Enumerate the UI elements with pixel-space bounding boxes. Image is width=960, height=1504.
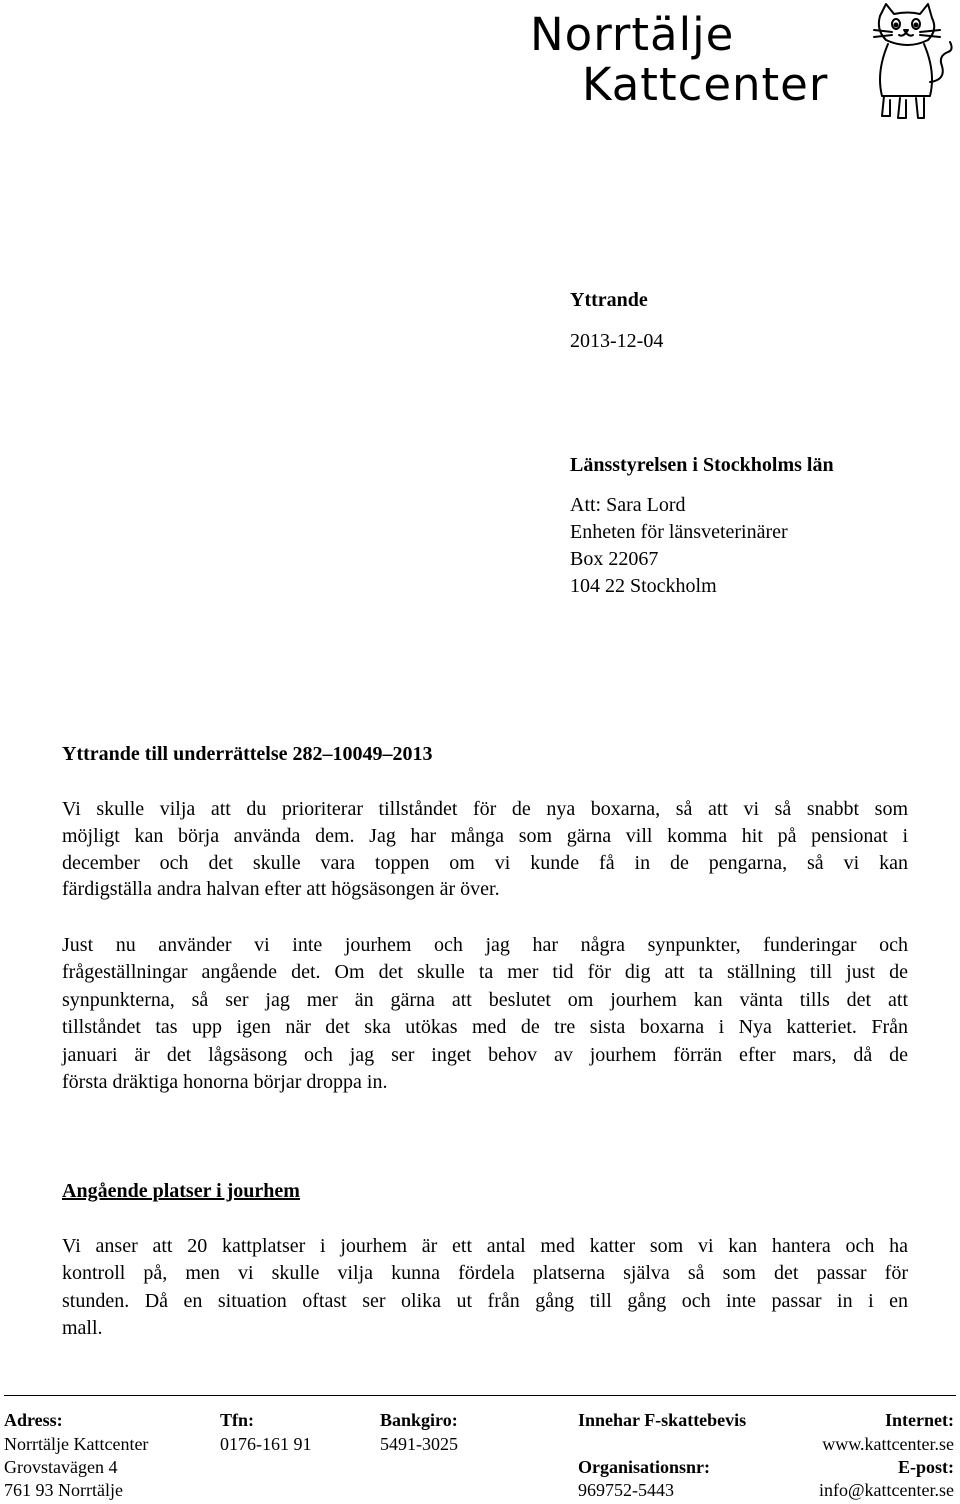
section1-title: Yttrande till underrättelse 282–10049–2013: [62, 743, 433, 765]
logo-line2: Kattcenter: [582, 58, 829, 111]
footer-divider: [4, 1395, 956, 1396]
recipient-name: Länsstyrelsen i Stockholms län: [570, 454, 834, 476]
document-type: Yttrande: [570, 289, 648, 311]
text-line: januari är det lågsäsong och jag ser inget behov av jourhem förrän efter mars, då de: [62, 1043, 908, 1066]
section1-paragraph2: [62, 932, 908, 1096]
footer-org-label: Organisationsnr:: [578, 1457, 711, 1477]
recipient-unit: Enheten för länsveterinärer: [570, 521, 788, 543]
footer-org: 969752-5443: [578, 1480, 674, 1500]
recipient-att: Att: Sara Lord: [570, 494, 686, 516]
footer-bankgiro: 5491-3025: [380, 1434, 458, 1454]
text-line: Vi anser att 20 kattplatser i jourhem är ett antal med katter som vi kan hantera och ha: [62, 1235, 908, 1257]
footer-email-label: E-post:: [897, 1457, 954, 1477]
footer-website: www.kattcenter.se: [822, 1434, 954, 1454]
text-line: färdigställa andra halvan efter att högsäsongen är över.: [62, 878, 500, 901]
footer-internet-label: Internet:: [885, 1410, 954, 1430]
footer-bankgiro-label: Bankgiro:: [380, 1410, 458, 1430]
text-line: möjligt kan börja använda dem. Jag har många som gärna vill komma hit på pensionat i: [62, 824, 908, 847]
cat-drawing-icon: [862, 2, 956, 124]
footer-address-name: Norrtälje Kattcenter: [4, 1434, 149, 1454]
document-date: 2013-12-04: [570, 330, 664, 352]
footer-address-street: Grovstavägen 4: [4, 1457, 118, 1477]
text-line: Just nu använder vi inte jourhem och jag har några synpunkter, funderingar och: [62, 934, 908, 956]
text-line: stunden. Då en situation oftast ser olika ut från gång till gång och inte passar in i en: [62, 1289, 908, 1312]
footer-phone-label: Tfn:: [220, 1410, 255, 1430]
text-line: Vi skulle vilja att du prioriterar tillståndet för de nya boxarna, så att vi så snabbt som: [62, 798, 908, 820]
footer-address-city: 761 93 Norrtälje: [4, 1480, 123, 1500]
section1-paragraph1: [62, 796, 908, 903]
text-line: synpunkterna, så ser jag mer än gärna att beslutet om jourhem kan vänta tills det att: [62, 988, 908, 1011]
footer-address-label: Adress:: [4, 1410, 63, 1430]
text-line: frågeställningar angående det. Om det skulle ta mer tid för dig att ta ställning till just de: [62, 961, 908, 984]
footer-ftax-label: Innehar F-skattebevis: [578, 1410, 747, 1430]
recipient-box: Box 22067: [570, 548, 659, 570]
text-line: tillståndet tas upp igen när det ska utökas med de tre sista boxarna i Nya katteriet. Från: [62, 1016, 908, 1039]
logo: [526, 2, 956, 124]
section2-title: Angående platser i jourhem: [62, 1180, 300, 1202]
recipient-city: 104 22 Stockholm: [570, 575, 717, 597]
text-line: kontroll på, men vi skulle vilja kunna fördela platserna själva så som det passar för: [62, 1262, 908, 1285]
section2-paragraph1: [62, 1233, 908, 1343]
logo-line1: Norrtälje: [530, 8, 735, 61]
text-line: december och det skulle vara toppen om vi kunde få in de pengarna, så vi kan: [62, 851, 908, 874]
text-line: mall.: [62, 1317, 103, 1340]
footer-email: info@kattcenter.se: [818, 1480, 954, 1500]
text-line: första dräktiga honorna börjar droppa in.: [62, 1071, 388, 1094]
recipient-block: [570, 452, 834, 600]
footer-phone: 0176-161 91: [220, 1434, 312, 1454]
